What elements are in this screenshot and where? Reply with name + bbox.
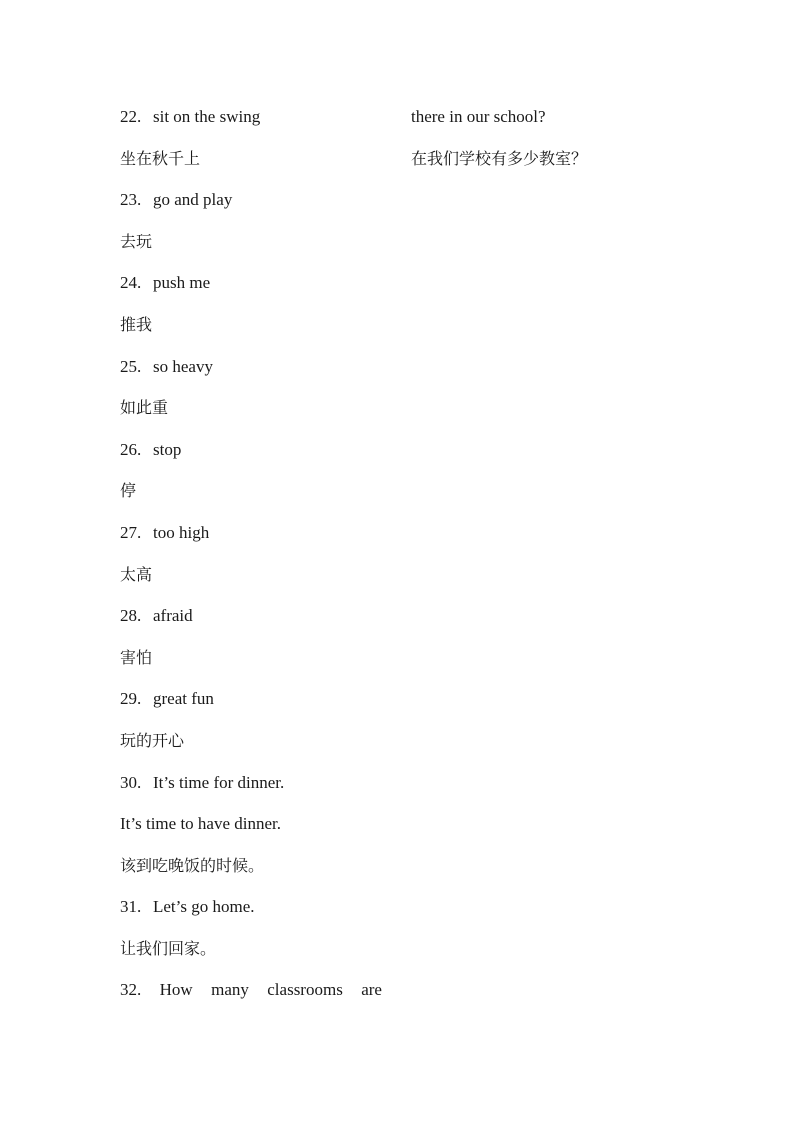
english-phrase: go and play — [153, 190, 233, 210]
item-number: 25. — [120, 356, 142, 376]
item-30-english — [120, 770, 384, 812]
item-30-english-alt: It’s time to have dinner. — [120, 814, 281, 834]
item-number: 28. — [120, 606, 142, 626]
word: are — [361, 980, 382, 1000]
english-sentence: It’s time for dinner. — [153, 772, 285, 792]
item-number: 22. — [120, 107, 142, 126]
right-column — [411, 104, 671, 187]
item-32-english-start — [120, 977, 382, 1019]
item-22-english — [120, 104, 384, 146]
item-number: 31. — [120, 897, 142, 917]
item-28-chinese: 害怕 — [120, 647, 153, 667]
english-phrase: so heavy — [153, 356, 213, 376]
item-23-english — [120, 187, 384, 229]
left-column — [120, 104, 384, 1019]
item-number: 27. — [120, 522, 142, 542]
item-30-chinese: 该到吃晚饭的时候。 — [120, 855, 265, 875]
item-27-english — [120, 520, 384, 562]
item-23-chinese: 去玩 — [120, 231, 153, 251]
item-24-chinese: 推我 — [120, 314, 153, 334]
english-phrase: afraid — [153, 606, 193, 626]
item-number: 29. — [120, 689, 142, 709]
item-26-chinese: 停 — [120, 481, 137, 501]
item-number: 24. — [120, 273, 142, 293]
item-number: 23. — [120, 190, 142, 210]
item-31-chinese: 让我们回家。 — [120, 938, 217, 958]
item-number: 30. — [120, 772, 142, 792]
english-phrase: sit on the swing — [153, 107, 261, 126]
english-sentence: Let’s go home. — [153, 897, 255, 917]
item-32-english-continued: there in our school? — [411, 107, 546, 126]
english-phrase: push me — [153, 273, 211, 293]
item-25-english — [120, 354, 384, 396]
item-29-chinese: 玩的开心 — [120, 730, 185, 750]
item-24-english — [120, 270, 384, 312]
english-phrase: too high — [153, 522, 210, 542]
item-29-english — [120, 686, 384, 728]
item-26-english — [120, 437, 384, 479]
english-phrase: stop — [153, 439, 182, 459]
item-31-english — [120, 894, 384, 936]
item-number: 32. — [120, 980, 142, 1000]
word: many — [211, 980, 249, 1000]
item-27-chinese: 太高 — [120, 564, 153, 584]
item-32-chinese: 在我们学校有多少教室？ — [411, 148, 588, 168]
item-25-chinese: 如此重 — [120, 398, 169, 418]
word: classrooms — [267, 980, 343, 1000]
item-number: 26. — [120, 439, 142, 459]
english-phrase: great fun — [153, 689, 214, 709]
item-28-english — [120, 603, 384, 645]
item-22-chinese: 坐在秋千上 — [120, 148, 201, 168]
word: How — [159, 980, 193, 1000]
